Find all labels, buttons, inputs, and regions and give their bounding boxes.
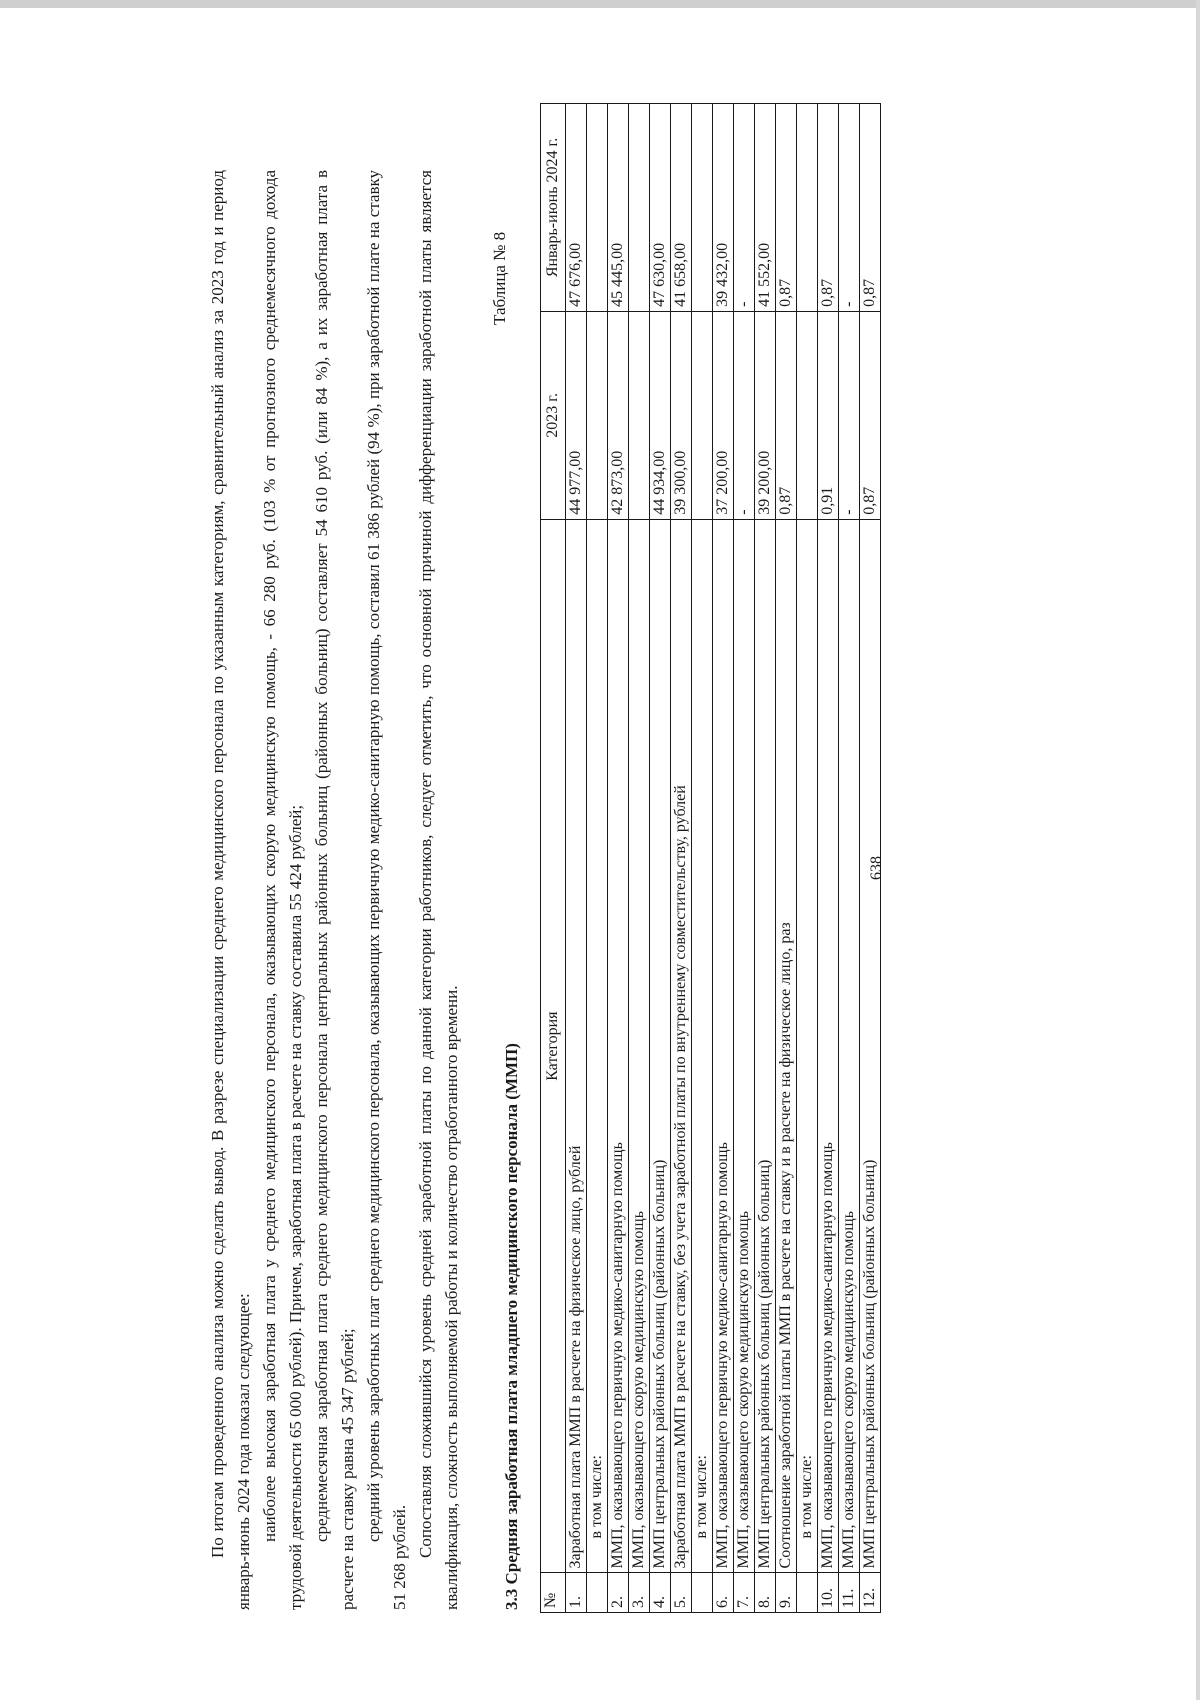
cell-2023: 42 873,00 xyxy=(608,311,629,519)
cell-number: 5. xyxy=(671,1573,692,1613)
cell-category: в том числе: xyxy=(587,519,608,1573)
cell-number: 1. xyxy=(566,1573,587,1613)
table-row xyxy=(587,104,608,1613)
cell-2024: - xyxy=(839,104,860,312)
cell-2023: 44 977,00 xyxy=(566,311,587,519)
table-row xyxy=(860,104,881,1613)
paragraph: Сопоставляя сложившийся уровень средней заработной платы по данной категории работников, следует отметить, что основной причиной дифференциации заработной платы является квалификация, сложность выполняемой работы и количество отработанного времени. xyxy=(416,170,461,1610)
table-row xyxy=(713,104,734,1613)
cell-category: ММП центральных районных больниц (районных больниц) xyxy=(755,519,776,1573)
cell-2024: 0,87 xyxy=(818,104,839,312)
cell-number: 7. xyxy=(734,1573,755,1613)
page-number: 638 xyxy=(868,856,885,880)
cell-2024: 45 445,00 xyxy=(608,104,629,312)
table-row xyxy=(797,104,818,1613)
cell-number: 12. xyxy=(860,1573,881,1613)
table-row xyxy=(692,104,713,1613)
cell-2023: 0,87 xyxy=(776,311,797,519)
cell-2023: 0,87 xyxy=(860,311,881,519)
cell-number: 2. xyxy=(608,1573,629,1613)
cell-category: ММП центральных районных больниц (районных больниц) xyxy=(650,519,671,1573)
header-num: № xyxy=(541,1573,566,1613)
cell-2024: 41 552,00 xyxy=(755,104,776,312)
cell-2024 xyxy=(797,104,818,312)
cell-2024 xyxy=(587,104,608,312)
cell-2023: 39 300,00 xyxy=(671,311,692,519)
table-title: Таблица № 8 xyxy=(490,231,509,325)
cell-number: 9. xyxy=(776,1573,797,1613)
cell-2024 xyxy=(629,104,650,312)
cell-2023 xyxy=(692,311,713,519)
cell-2023: 44 934,00 xyxy=(650,311,671,519)
cell-category: Заработная плата ММП в расчете на ставку, без учета заработной платы по внутреннему совместительству, рублей xyxy=(671,519,692,1573)
cell-2024: 0,87 xyxy=(860,104,881,312)
cell-2023: - xyxy=(839,311,860,519)
paragraph: По итогам проведенного анализа можно сделать вывод. В разрезе специализации среднего медицинского персонала по указанным категориям, сравнительный анализ за 2023 год и период январь-июнь 2024 года показал следующее: xyxy=(208,170,253,1610)
cell-number: 10. xyxy=(818,1573,839,1613)
cell-category: ММП, оказывающего первичную медико-санитарную помощь xyxy=(818,519,839,1573)
cell-2024: 41 658,00 xyxy=(671,104,692,312)
cell-2023 xyxy=(797,311,818,519)
cell-2024: 47 676,00 xyxy=(566,104,587,312)
cell-number: 4. xyxy=(650,1573,671,1613)
table-row xyxy=(629,104,650,1613)
table-row xyxy=(734,104,755,1613)
cell-2023: 37 200,00 xyxy=(713,311,734,519)
cell-2023 xyxy=(629,311,650,519)
paragraph: среднемесячная заработная плата среднего медицинского персонала центральных районных больниц (районных больниц) составляет 54 610 руб. (или 84 %), а их заработная плата в расчете на ставку равна 45 347 рублей; xyxy=(312,170,357,1610)
table-row xyxy=(755,104,776,1613)
table-row xyxy=(818,104,839,1613)
cell-2023: 0,91 xyxy=(818,311,839,519)
cell-2024: 39 432,00 xyxy=(713,104,734,312)
body-text xyxy=(205,170,465,1610)
table-row xyxy=(839,104,860,1613)
table-body xyxy=(566,104,881,1613)
cell-number xyxy=(587,1573,608,1613)
table-row xyxy=(650,104,671,1613)
header-category: Категория xyxy=(541,519,566,1573)
table-header-row xyxy=(541,104,566,1613)
cell-2024: 0,87 xyxy=(776,104,797,312)
cell-category: Соотношение заработной платы ММП в расчете на ставку и в расчете на физическое лицо, раз xyxy=(776,519,797,1573)
cell-category: в том числе: xyxy=(692,519,713,1573)
table-row xyxy=(671,104,692,1613)
table-row xyxy=(566,104,587,1613)
salary-table xyxy=(540,103,881,1613)
cell-number xyxy=(797,1573,818,1613)
header-2024: Январь-июнь 2024 г. xyxy=(541,104,566,312)
section-heading: 3.3 Средняя заработная плата младшего медицинского персонала (ММП) xyxy=(502,1043,521,1610)
paragraph: наиболее высокая заработная плата у среднего медицинского персонала, оказывающих скорую медицинскую помощь, - 66 280 руб. (103 % от прогнозного среднемесячного дохода трудовой деятельности 65 000 рублей). Причем, заработная плата в расчете на ставку составила 55 424 рублей; xyxy=(260,170,305,1610)
cell-number: 3. xyxy=(629,1573,650,1613)
cell-number: 11. xyxy=(839,1573,860,1613)
paragraph: средний уровень заработных плат среднего медицинского персонала, оказывающих первичную медико-санитарную помощь, составил 61 386 рублей (94 %), при заработной плате на ставку 51 268 рублей. xyxy=(364,170,409,1610)
cell-number xyxy=(692,1573,713,1613)
cell-2023 xyxy=(587,311,608,519)
cell-2023: - xyxy=(734,311,755,519)
cell-number: 6. xyxy=(713,1573,734,1613)
cell-2024 xyxy=(692,104,713,312)
cell-category: ММП, оказывающего скорую медицинскую помощь xyxy=(629,519,650,1573)
cell-category: ММП, оказывающего первичную медико-санитарную помощь xyxy=(608,519,629,1573)
table-row xyxy=(776,104,797,1613)
cell-category: в том числе: xyxy=(797,519,818,1573)
cell-category: Заработная плата ММП в расчете на физическое лицо, рублей xyxy=(566,519,587,1573)
cell-2024: 47 630,00 xyxy=(650,104,671,312)
cell-category: ММП центральных районных больниц (районных больниц) xyxy=(860,519,881,1573)
table-row xyxy=(608,104,629,1613)
cell-2023: 39 200,00 xyxy=(755,311,776,519)
cell-category: ММП, оказывающего скорую медицинскую помощь xyxy=(839,519,860,1573)
cell-2024: - xyxy=(734,104,755,312)
cell-category: ММП, оказывающего скорую медицинскую помощь xyxy=(734,519,755,1573)
cell-category: ММП, оказывающего первичную медико-санитарную помощь xyxy=(713,519,734,1573)
header-2023: 2023 г. xyxy=(541,311,566,519)
cell-number: 8. xyxy=(755,1573,776,1613)
